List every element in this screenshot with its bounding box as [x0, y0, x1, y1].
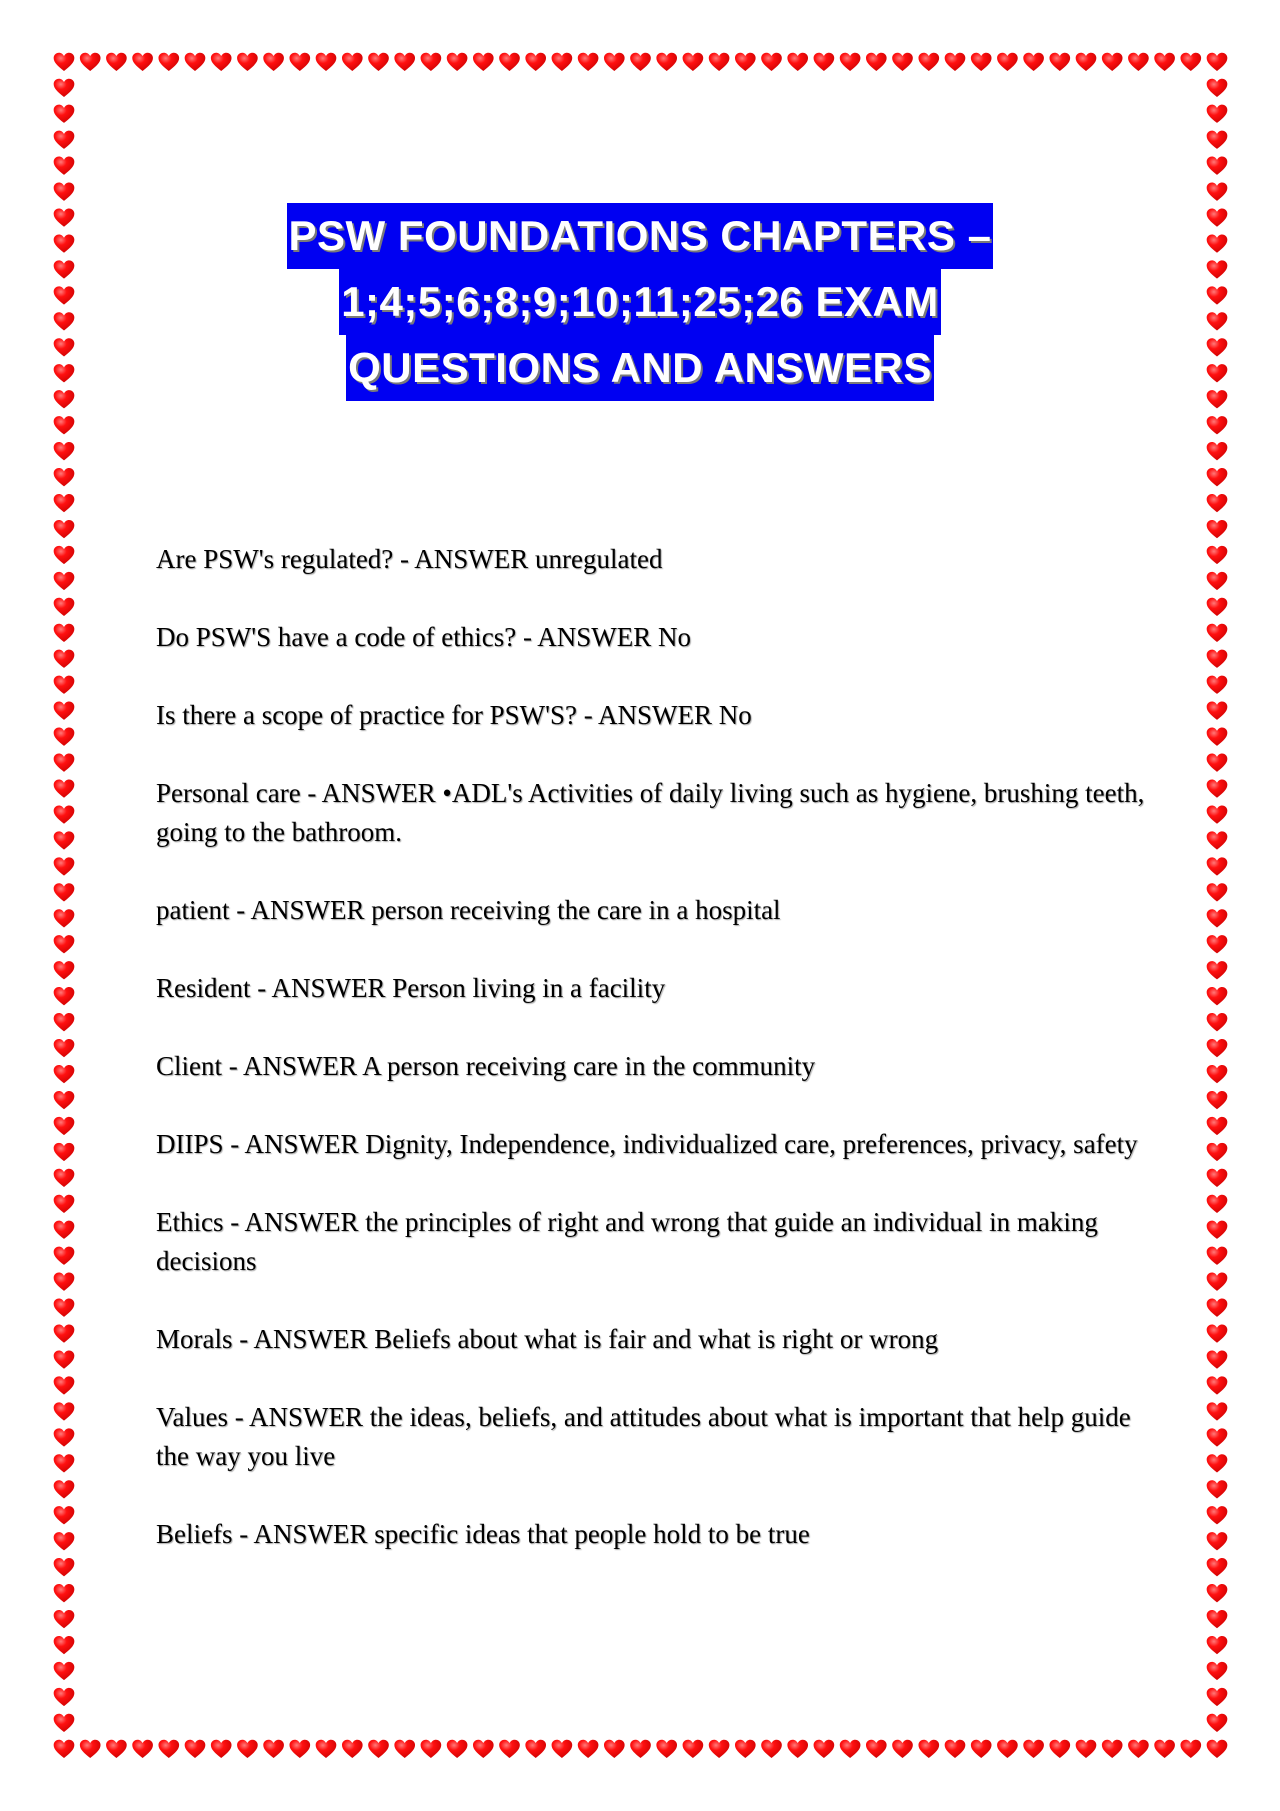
heart-icon [1207, 1195, 1228, 1213]
heart-icon [54, 728, 75, 746]
heart-icon [761, 53, 782, 71]
qa-item: Beliefs - ANSWER specific ideas that people hold to be true [156, 1519, 810, 1549]
heart-icon [499, 1740, 520, 1758]
heart-icon [54, 961, 75, 979]
heart-icon [997, 1740, 1018, 1758]
heart-icon [54, 1428, 75, 1446]
heart-icon [1207, 857, 1228, 875]
heart-icon [1207, 1662, 1228, 1680]
heart-icon [1207, 961, 1228, 979]
heart-icon [604, 1740, 625, 1758]
heart-icon [945, 53, 966, 71]
heart-icon [1102, 1740, 1123, 1758]
heart-icon [1207, 157, 1228, 175]
document-title [0, 203, 1280, 401]
heart-icon [1207, 1247, 1228, 1265]
heart-icon [54, 883, 75, 901]
heart-icon [971, 53, 992, 71]
heart-icon [525, 53, 546, 71]
heart-icon [1207, 494, 1228, 512]
qa-item: Are PSW's regulated? - ANSWER unregulated [156, 544, 663, 574]
heart-icon [683, 53, 704, 71]
heart-icon [814, 53, 835, 71]
heart-icon [630, 1740, 651, 1758]
heart-icon [54, 1091, 75, 1109]
heart-icon [447, 53, 468, 71]
heart-icon [1207, 598, 1228, 616]
heart-icon [80, 1740, 101, 1758]
heart-icon [289, 53, 310, 71]
heart-icon [1128, 1740, 1149, 1758]
qa-item: patient - ANSWER person receiving the care in a hospital [156, 895, 781, 925]
heart-icon [840, 1740, 861, 1758]
heart-icon [54, 650, 75, 668]
heart-icon [316, 53, 337, 71]
heart-icon [1207, 1221, 1228, 1239]
heart-icon [630, 53, 651, 71]
heart-icon [54, 1013, 75, 1031]
heart-icon [787, 53, 808, 71]
heart-icon [54, 1169, 75, 1187]
heart-icon [1049, 1740, 1070, 1758]
heart-icon [54, 546, 75, 564]
heart-icon [918, 53, 939, 71]
heart-icon [1207, 1117, 1228, 1135]
heart-icon [1207, 935, 1228, 953]
heart-icon [1154, 1740, 1175, 1758]
heart-icon [54, 1247, 75, 1265]
heart-icon [368, 1740, 389, 1758]
heart-icon [1128, 53, 1149, 71]
heart-icon [54, 1480, 75, 1498]
heart-icon [421, 1740, 442, 1758]
heart-icon [185, 53, 206, 71]
heart-icon [473, 1740, 494, 1758]
heart-icon [54, 520, 75, 538]
heart-icon [578, 53, 599, 71]
heart-icon [1207, 572, 1228, 590]
heart-icon [132, 1740, 153, 1758]
heart-icon [499, 53, 520, 71]
heart-icon [132, 53, 153, 71]
heart-icon [54, 805, 75, 823]
heart-icon [54, 857, 75, 875]
heart-icon [54, 1688, 75, 1706]
heart-icon [1207, 909, 1228, 927]
heart-icon [1207, 1091, 1228, 1109]
heart-icon [54, 1402, 75, 1420]
heart-icon [1207, 1480, 1228, 1498]
heart-icon [1207, 1610, 1228, 1628]
heart-icon [1207, 779, 1228, 797]
heart-icon [54, 987, 75, 1005]
heart-icon [1207, 53, 1228, 71]
heart-icon [1207, 1013, 1228, 1031]
heart-icon [1207, 831, 1228, 849]
heart-icon [237, 53, 258, 71]
heart-icon [971, 1740, 992, 1758]
heart-icon [1154, 53, 1175, 71]
qa-item: Do PSW'S have a code of ethics? - ANSWER No [156, 622, 692, 652]
heart-icon [54, 1376, 75, 1394]
heart-icon [54, 1324, 75, 1342]
heart-icon [918, 1740, 939, 1758]
heart-icon [1207, 183, 1228, 201]
heart-icon [54, 1143, 75, 1161]
heart-icon [1207, 805, 1228, 823]
heart-icon [1207, 416, 1228, 434]
heart-icon [394, 53, 415, 71]
heart-icon [473, 53, 494, 71]
heart-icon [866, 53, 887, 71]
heart-icon [1207, 1558, 1228, 1576]
heart-icon [158, 53, 179, 71]
heart-icon [1207, 1273, 1228, 1291]
heart-icon [1207, 1454, 1228, 1472]
heart-icon [1207, 676, 1228, 694]
heart-icon [237, 1740, 258, 1758]
heart-icon [735, 53, 756, 71]
heart-icon [54, 1662, 75, 1680]
heart-icon [1207, 702, 1228, 720]
heart-icon [54, 1714, 75, 1732]
qa-item: Personal care - ANSWER •ADL's Activities of daily living such as hygiene, brushing teeth, going to the bathroom. [156, 778, 1145, 847]
heart-icon [1207, 546, 1228, 564]
heart-icon [1207, 1584, 1228, 1602]
heart-icon [54, 416, 75, 434]
heart-icon [1207, 650, 1228, 668]
heart-icon [54, 157, 75, 175]
heart-icon [578, 1740, 599, 1758]
heart-icon [1207, 1688, 1228, 1706]
heart-icon [54, 831, 75, 849]
heart-icon [840, 53, 861, 71]
heart-icon [1207, 79, 1228, 97]
heart-icon [1207, 754, 1228, 772]
heart-icon [656, 1740, 677, 1758]
heart-icon [997, 53, 1018, 71]
heart-icon [54, 1117, 75, 1135]
heart-icon [1207, 1740, 1228, 1758]
heart-icon [54, 598, 75, 616]
heart-icon [525, 1740, 546, 1758]
heart-icon [54, 935, 75, 953]
heart-icon [263, 53, 284, 71]
heart-icon [54, 468, 75, 486]
heart-icon [54, 1195, 75, 1213]
heart-icon [54, 442, 75, 460]
qa-item: Client - ANSWER A person receiving care in the community [156, 1051, 816, 1081]
heart-icon [1207, 1428, 1228, 1446]
qa-item: Resident - ANSWER Person living in a facility [156, 973, 666, 1003]
heart-icon [54, 105, 75, 123]
heart-icon [447, 1740, 468, 1758]
heart-icon [656, 53, 677, 71]
heart-icon [1207, 1532, 1228, 1550]
heart-icon [54, 1273, 75, 1291]
heart-icon [54, 1558, 75, 1576]
heart-icon [1207, 131, 1228, 149]
heart-icon [80, 53, 101, 71]
heart-icon [1207, 520, 1228, 538]
heart-icon [54, 1299, 75, 1317]
qa-item: Values - ANSWER the ideas, beliefs, and attitudes about what is important that help guide the way you live [156, 1402, 1131, 1471]
qa-item: Morals - ANSWER Beliefs about what is fair and what is right or wrong [156, 1324, 939, 1354]
heart-icon [1207, 1143, 1228, 1161]
heart-icon [709, 53, 730, 71]
title-line-1: PSW FOUNDATIONS CHAPTERS – [287, 203, 994, 269]
heart-icon [54, 909, 75, 927]
heart-icon [1207, 1636, 1228, 1654]
heart-icon [106, 53, 127, 71]
heart-icon [1207, 883, 1228, 901]
heart-icon [54, 702, 75, 720]
heart-icon [1207, 1299, 1228, 1317]
heart-icon [1207, 728, 1228, 746]
heart-icon [552, 53, 573, 71]
qa-list [156, 540, 1156, 1593]
heart-icon [106, 1740, 127, 1758]
heart-icon [289, 1740, 310, 1758]
heart-icon [1207, 468, 1228, 486]
heart-icon [1023, 53, 1044, 71]
heart-icon [735, 1740, 756, 1758]
heart-icon [1207, 1169, 1228, 1187]
heart-icon [54, 79, 75, 97]
heart-icon [1180, 1740, 1201, 1758]
heart-icon [1049, 53, 1070, 71]
heart-icon [211, 53, 232, 71]
heart-icon [185, 1740, 206, 1758]
heart-icon [1023, 1740, 1044, 1758]
heart-icon [1076, 1740, 1097, 1758]
heart-icon [316, 1740, 337, 1758]
heart-icon [892, 53, 913, 71]
heart-icon [1207, 1714, 1228, 1732]
heart-icon [1207, 1065, 1228, 1083]
heart-icon [54, 1506, 75, 1524]
heart-icon [1207, 1324, 1228, 1342]
title-line-2: 1;4;5;6;8;9;10;11;25;26 EXAM [339, 269, 941, 335]
heart-icon [54, 1350, 75, 1368]
heart-icon [342, 53, 363, 71]
heart-icon [54, 183, 75, 201]
heart-icon [54, 1610, 75, 1628]
heart-icon [54, 624, 75, 642]
heart-icon [54, 1636, 75, 1654]
heart-icon [1207, 624, 1228, 642]
heart-icon [814, 1740, 835, 1758]
heart-icon [1207, 1376, 1228, 1394]
heart-icon [54, 1039, 75, 1057]
heart-icon [604, 53, 625, 71]
heart-icon [1207, 442, 1228, 460]
heart-icon [892, 1740, 913, 1758]
heart-icon [761, 1740, 782, 1758]
heart-icon [54, 131, 75, 149]
heart-icon [342, 1740, 363, 1758]
heart-icon [54, 754, 75, 772]
heart-icon [54, 779, 75, 797]
heart-icon [54, 494, 75, 512]
heart-icon [158, 1740, 179, 1758]
heart-icon [54, 1221, 75, 1239]
heart-icon [866, 1740, 887, 1758]
title-line-3: QUESTIONS AND ANSWERS [346, 335, 934, 401]
heart-icon [1207, 1402, 1228, 1420]
heart-icon [54, 572, 75, 590]
heart-icon [1102, 53, 1123, 71]
heart-icon [54, 1454, 75, 1472]
heart-icon [1207, 1506, 1228, 1524]
heart-icon [54, 676, 75, 694]
heart-icon [1076, 53, 1097, 71]
heart-icon [421, 53, 442, 71]
heart-icon [945, 1740, 966, 1758]
heart-icon [1207, 105, 1228, 123]
heart-icon [368, 53, 389, 71]
qa-item: Is there a scope of practice for PSW'S? - ANSWER No [156, 700, 752, 730]
heart-icon [1207, 1350, 1228, 1368]
heart-icon [394, 1740, 415, 1758]
heart-icon [1180, 53, 1201, 71]
heart-icon [54, 1532, 75, 1550]
heart-icon [54, 1584, 75, 1602]
qa-item: Ethics - ANSWER the principles of right and wrong that guide an individual in making decisions [156, 1207, 1098, 1276]
heart-icon [1207, 1039, 1228, 1057]
heart-icon [211, 1740, 232, 1758]
heart-icon [683, 1740, 704, 1758]
heart-icon [709, 1740, 730, 1758]
heart-icon [787, 1740, 808, 1758]
heart-icon [1207, 987, 1228, 1005]
heart-icon [54, 1065, 75, 1083]
qa-item: DIIPS - ANSWER Dignity, Independence, individualized care, preferences, privacy, safety [156, 1129, 1138, 1159]
heart-icon [552, 1740, 573, 1758]
heart-icon [263, 1740, 284, 1758]
heart-icon [54, 53, 75, 71]
heart-icon [54, 1740, 75, 1758]
